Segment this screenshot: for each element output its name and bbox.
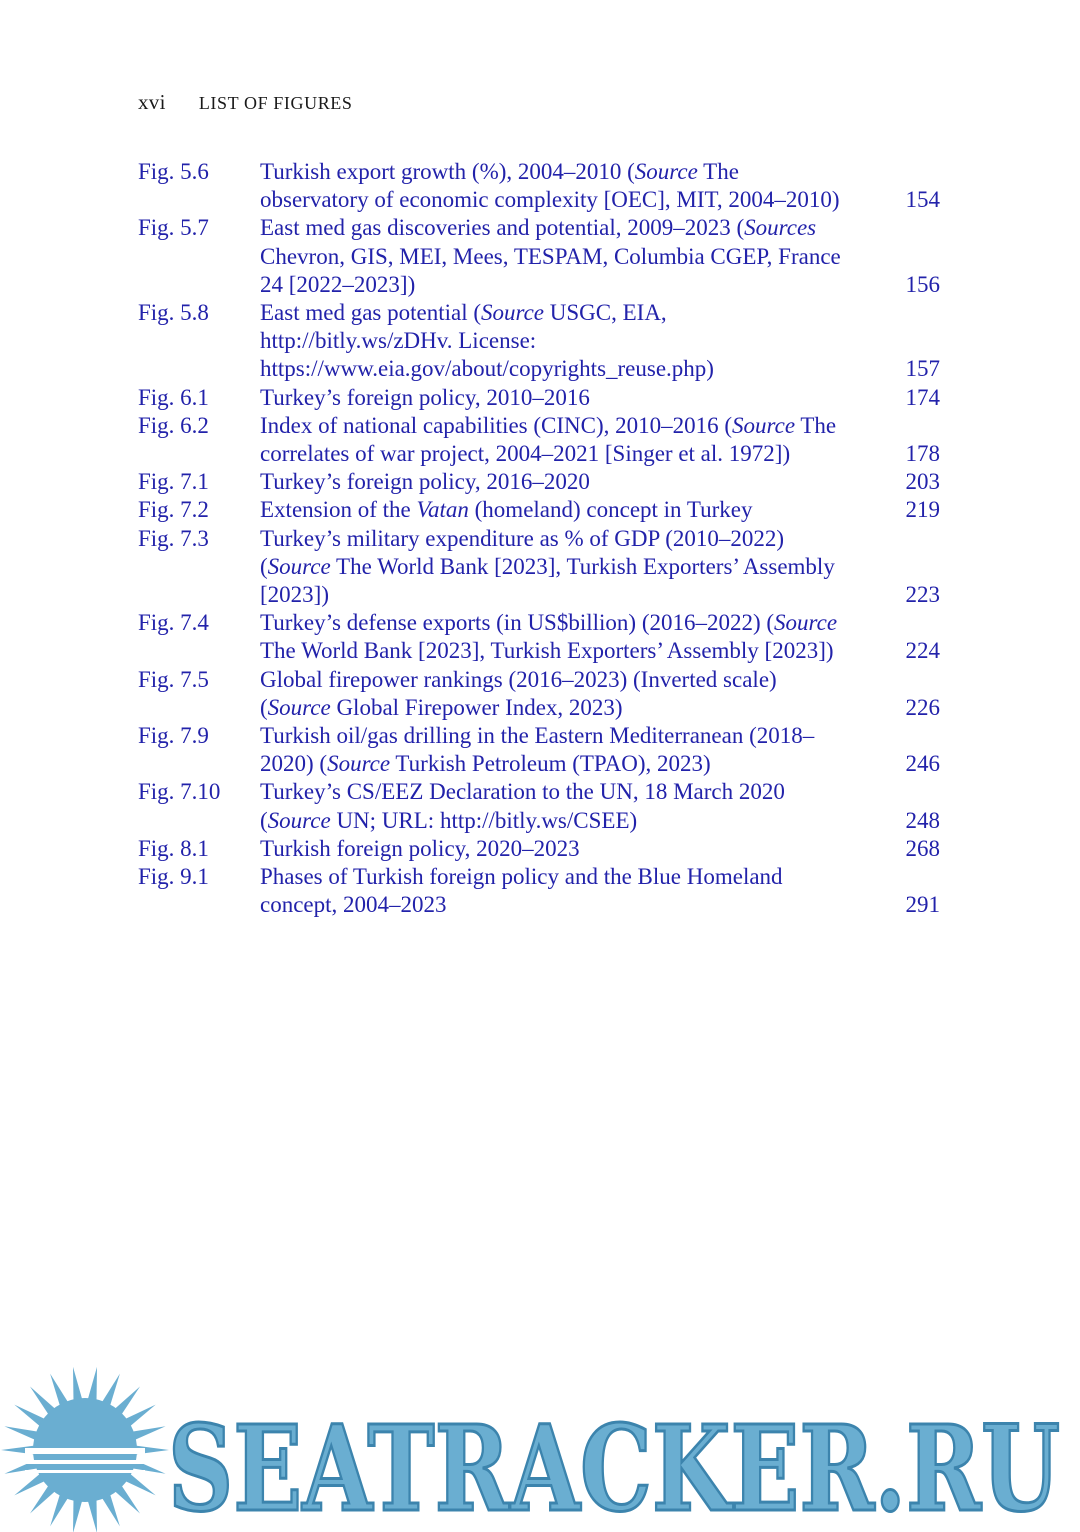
sun-ray (73, 1499, 82, 1532)
figure-page: 154 (905, 187, 940, 213)
figure-number: Fig. 5.7 (138, 215, 209, 241)
figure-caption (260, 214, 850, 299)
figure-page: 174 (905, 384, 940, 410)
figure-entry (138, 525, 940, 610)
figure-entry (138, 468, 940, 496)
sun-ray (50, 1493, 68, 1526)
caption-italic: Source (267, 807, 331, 833)
watermark-text: SEATRACKER.RU (168, 1399, 1060, 1532)
caption-text: Turkey’s military expenditure as % of GDP (2010–2022) ( (260, 525, 785, 579)
caption-text: Phases of Turkish foreign policy and the Blue Homeland concept, 2004–2023 (260, 864, 783, 918)
figure-number: Fig. 7.4 (138, 610, 209, 636)
sun-ray (88, 1499, 97, 1532)
sun-ray (102, 1374, 120, 1407)
caption-italic: Source (481, 300, 545, 326)
figure-caption (260, 609, 850, 665)
figure-entry (138, 384, 940, 412)
sun-ray (132, 1426, 166, 1440)
figure-page: 291 (905, 892, 940, 918)
figure-page: 226 (905, 694, 940, 720)
figure-caption (260, 412, 850, 468)
figure-entry (138, 835, 940, 863)
figure-page: 219 (905, 497, 940, 523)
caption-text: The correlates of war project, 2004–2021 [Singer et al. 1972]) (260, 412, 837, 467)
figure-entry (138, 496, 940, 524)
figure-caption (260, 525, 850, 610)
caption-italic: Source (732, 412, 796, 438)
figure-number: Fig. 6.2 (138, 412, 209, 438)
caption-italic: Source (327, 751, 391, 777)
figure-number: Fig. 8.1 (138, 835, 209, 861)
figure-page: 203 (905, 469, 940, 495)
caption-text: Turkish export growth (%), 2004–2010 ( (260, 159, 635, 184)
caption-text: Global firepower rankings (2016–2023) (Inverted scale) ( (260, 666, 777, 720)
caption-text: Turkish oil/gas drilling in the Eastern Mediterranean (2018–2020) ( (260, 723, 815, 777)
figure-caption (260, 722, 850, 778)
figure-caption (260, 778, 850, 834)
watermark (0, 1362, 1080, 1532)
list-of-figures (138, 158, 940, 919)
sun-ray (73, 1367, 82, 1401)
sun-burst-logo (1, 1367, 169, 1532)
page-number: xvi (138, 90, 166, 114)
figure-page: 248 (905, 807, 940, 833)
sun-ray (4, 1426, 38, 1440)
figure-number: Fig. 7.5 (138, 666, 209, 692)
figure-entry (138, 158, 940, 214)
figure-caption (260, 384, 850, 412)
caption-text: The World Bank [2023], Turkish Exporters’ Assembly [2023]) (260, 638, 834, 664)
caption-text: Index of national capabilities (CINC), 2010–2016 ( (260, 412, 733, 438)
caption-text: Turkey’s foreign policy, 2016–2020 (260, 469, 590, 495)
figure-entry (138, 722, 940, 778)
caption-text: Chevron, GIS, MEI, Mees, TESPAM, Columbia CGEP, France 24 [2022–2023]) (260, 243, 841, 297)
figure-number: Fig. 9.1 (138, 864, 209, 890)
caption-text: USGC, EIA, http://bitly.ws/zDHv. License: https://www.eia.gov/about/copyrights_reuse.php) (260, 300, 714, 382)
caption-text: Turkey’s foreign policy, 2010–2016 (260, 384, 590, 410)
figure-number: Fig. 5.6 (138, 159, 209, 184)
caption-italic: Source (267, 553, 331, 579)
figure-page: 268 (905, 835, 940, 861)
figure-caption (260, 496, 850, 524)
caption-text: Global Firepower Index, 2023) (330, 694, 623, 720)
figure-page: 157 (905, 356, 940, 382)
caption-text: Turkish foreign policy, 2020–2023 (260, 835, 580, 861)
figure-number: Fig. 7.9 (138, 723, 209, 749)
running-head (138, 90, 353, 115)
figure-number: Fig. 6.1 (138, 384, 209, 410)
caption-text: The World Bank [2023], Turkish Exporters’ Assembly [2023]) (260, 553, 835, 608)
sun-ray (50, 1374, 68, 1407)
figure-caption (260, 299, 850, 384)
caption-text: East med gas discoveries and potential, 2009–2023 ( (260, 215, 745, 241)
figure-entry (138, 609, 940, 665)
figure-entry (138, 299, 940, 384)
figure-page: 246 (905, 751, 940, 777)
figure-caption (260, 863, 850, 919)
figure-page: 223 (905, 582, 940, 608)
figure-page: 178 (905, 441, 940, 467)
caption-italic: Vatan (416, 497, 469, 523)
caption-text: East med gas potential ( (260, 300, 481, 326)
caption-italic: Sources (744, 215, 817, 241)
figure-number: Fig. 7.10 (138, 779, 221, 805)
figure-caption (260, 158, 850, 214)
caption-italic: Source (634, 159, 698, 184)
caption-text: Turkey’s CS/EEZ Declaration to the UN, 18 March 2020 ( (260, 779, 785, 833)
figure-entry (138, 863, 940, 919)
caption-text: The observatory of economic complexity [OEC], MIT, 2004–2010) (260, 159, 840, 213)
caption-italic: Source (774, 610, 838, 636)
caption-text: UN; URL: http://bitly.ws/CSEE) (330, 807, 638, 833)
figure-entry (138, 778, 940, 834)
figure-caption (260, 835, 850, 863)
figure-number: Fig. 5.8 (138, 300, 209, 326)
caption-text: (homeland) concept in Turkey (468, 497, 753, 523)
figure-entry (138, 214, 940, 299)
figure-number: Fig. 7.1 (138, 469, 209, 495)
sun-ray (102, 1493, 120, 1526)
caption-italic: Source (267, 694, 331, 720)
figure-entry (138, 666, 940, 722)
caption-text: Extension of the (260, 497, 417, 523)
running-title: LIST OF FIGURES (198, 93, 353, 113)
figure-page: 156 (905, 271, 940, 297)
figure-page: 224 (905, 638, 940, 664)
caption-text: Turkish Petroleum (TPAO), 2023) (390, 751, 711, 777)
figure-caption (260, 666, 850, 722)
figure-entry (138, 412, 940, 468)
figure-caption (260, 468, 850, 496)
sun-ray (88, 1367, 97, 1401)
figure-number: Fig. 7.3 (138, 525, 209, 551)
figure-number: Fig. 7.2 (138, 497, 209, 523)
caption-text: Turkey’s defense exports (in US$billion) (2016–2022) ( (260, 610, 775, 636)
